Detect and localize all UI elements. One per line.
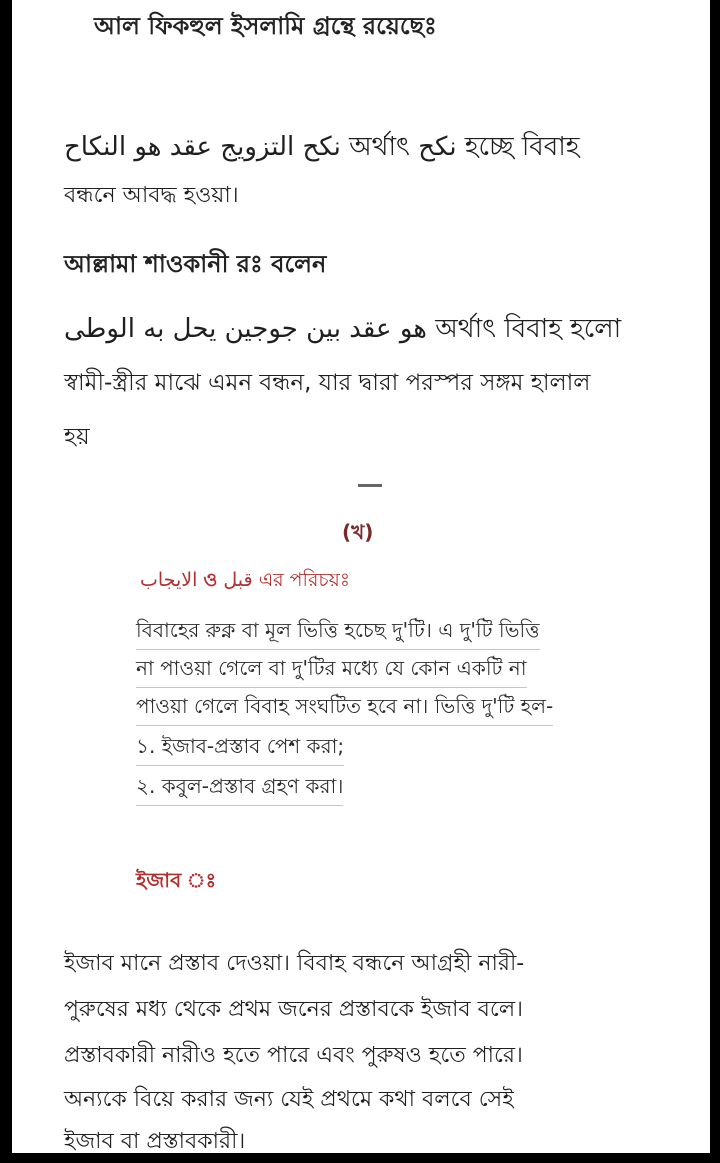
section-subheading: আল্লামা শাওকানী রঃ বলেন xyxy=(64,250,327,278)
ijab-heading: ইজাব ঃ xyxy=(136,868,217,892)
list-item: ১. ইজাব-প্রস্তাব পেশ করা; xyxy=(136,732,344,766)
paragraph-line: হয় xyxy=(64,424,90,450)
scan-artifact xyxy=(358,484,382,487)
paragraph-line: না পাওয়া গেলে বা দু'টির মধ্যে যে কোন একটি না xyxy=(136,654,527,688)
paragraph-line: هو عقد بين جوجين يحل به الوطى অর্থাৎ বিবাহ হলো xyxy=(64,314,622,344)
section-mark: (খ) xyxy=(342,520,374,544)
paragraph-line: পাওয়া গেলে বিবাহ সংঘটিত হবে না। ভিত্তি দু'টি হল- xyxy=(136,692,553,726)
paragraph-line: স্বামী-স্ত্রীর মাঝে এমন বন্ধন, যার দ্বারা পরস্পর সঙ্গম হালাল xyxy=(64,370,591,396)
paragraph-line: অন্যকে বিয়ে করার জন্য যেই প্রথমে কথা বলবে সেই xyxy=(64,1087,514,1112)
title-and: ও xyxy=(203,569,218,591)
title-rest: এর পরিচয়ঃ xyxy=(258,569,350,591)
list-item: ২. কবুল-প্রস্তাব গ্রহণ করা। xyxy=(136,772,343,806)
paragraph-line: ইজাব বা প্রস্তাবকারী। xyxy=(64,1129,246,1153)
paragraph-line: প্রস্তাবকারী নারীও হতে পারে এবং পুরুষও হতে পারে। xyxy=(64,1043,523,1068)
title-arabic-qabul: قبل xyxy=(223,569,253,591)
paragraph-line: ইজাব মানে প্রস্তাব দেওয়া। বিবাহ বন্ধনে আগ্রহী নারী- xyxy=(64,951,525,976)
document-page xyxy=(12,0,710,1153)
paragraph-line: পুরুষের মধ্য থেকে প্রথম জনের প্রস্তাবকে ইজাব বলে। xyxy=(64,997,523,1022)
paragraph-line: বন্ধনে আবদ্ধ হওয়া। xyxy=(64,183,239,208)
section-title xyxy=(140,566,350,598)
paragraph-line: বিবাহের রুক্ন বা মূল ভিত্তি হচেছ দু'টি। এ দু'টি ভিত্তি xyxy=(136,616,540,650)
paragraph-line: نكح التزويج عقد هو النكاح অর্থাৎ نكح হচ্ছে বিবাহ xyxy=(64,132,580,162)
title-arabic-ijab: الايجاب xyxy=(140,569,198,591)
section-heading-fiqh: আল ফিকহুল ইসলামি গ্রন্থে রয়েছেঃ xyxy=(94,12,437,40)
